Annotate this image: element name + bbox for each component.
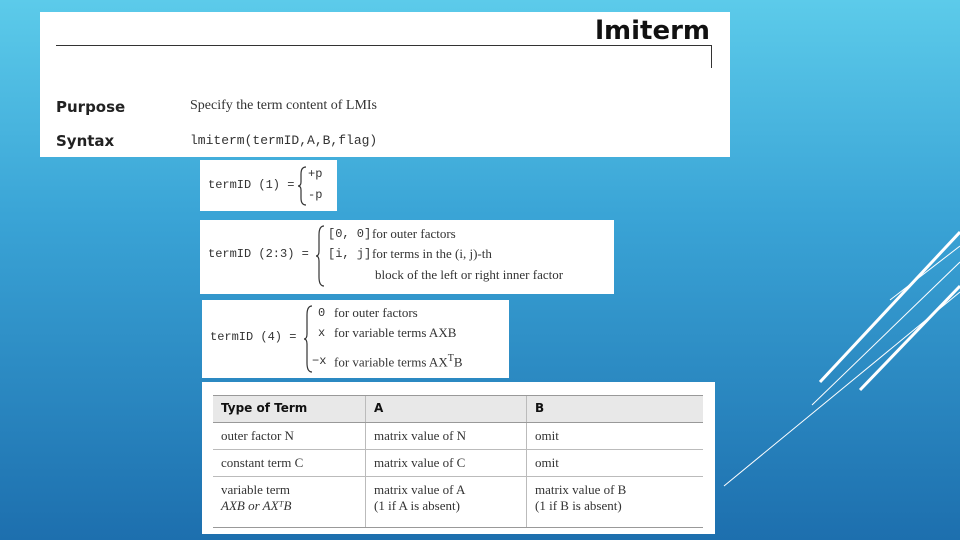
formula-case-value: [i, j]	[328, 247, 372, 261]
column-header-a: A	[366, 396, 527, 423]
term-table-panel	[202, 382, 715, 534]
title-divider	[56, 45, 712, 46]
formula-case-text: for outer factors	[334, 305, 418, 320]
cell-a: matrix value of A (1 if A is absent)	[366, 477, 527, 528]
column-header-b: B	[527, 396, 704, 423]
formula-case-text: block of the left or right inner factor	[375, 267, 564, 282]
formula-case-value: +p	[308, 167, 323, 181]
formula-case-text: for variable terms AXB	[334, 325, 457, 340]
syntax-text: lmiterm(termID,A,B,flag)	[190, 133, 378, 148]
formula-case-text: for outer factors	[372, 226, 456, 241]
formula-case-value: 0	[318, 306, 326, 320]
formula-termid-1	[200, 160, 337, 211]
cell-b: omit	[527, 423, 704, 450]
formula-case-value: −x	[312, 354, 327, 368]
formula-case-text: for terms in the (i, j)-th	[372, 246, 492, 261]
header-panel	[40, 12, 730, 157]
term-table	[213, 395, 703, 528]
cell-type: variable term AXB or AXᵀB	[213, 477, 366, 528]
formula-termid-2-3	[200, 220, 614, 294]
table-row	[213, 423, 703, 450]
cell-type: constant term C	[213, 450, 366, 477]
cell-b: matrix value of B (1 if B is absent)	[527, 477, 704, 528]
table-row	[213, 477, 703, 528]
cell-type: outer factor N	[213, 423, 366, 450]
cell-a: matrix value of N	[366, 423, 527, 450]
formula-case-value: x	[318, 326, 326, 340]
table-row	[213, 450, 703, 477]
left-brace-icon	[316, 225, 326, 287]
left-brace-icon	[298, 166, 308, 206]
formula-lhs: termID (4) =	[210, 330, 297, 344]
formula-lhs: termID (2:3) =	[208, 247, 309, 261]
formula-termid-4	[202, 300, 509, 378]
purpose-label: Purpose	[56, 98, 126, 116]
cell-b: omit	[527, 450, 704, 477]
cell-a: matrix value of C	[366, 450, 527, 477]
table-header-row	[213, 396, 703, 423]
syntax-label: Syntax	[56, 132, 115, 150]
formula-case-text: for variable terms $AX^TB$	[334, 353, 463, 370]
column-header-type: Type of Term	[213, 396, 366, 423]
purpose-text: Specify the term content of LMIs	[190, 98, 378, 113]
formula-case-value: -p	[308, 188, 323, 202]
formula-case-value: [0, 0]	[328, 227, 372, 241]
title-divider-tick	[711, 45, 712, 68]
formula-lhs: termID (1) =	[208, 178, 295, 192]
page-title: lmiterm	[595, 16, 710, 46]
